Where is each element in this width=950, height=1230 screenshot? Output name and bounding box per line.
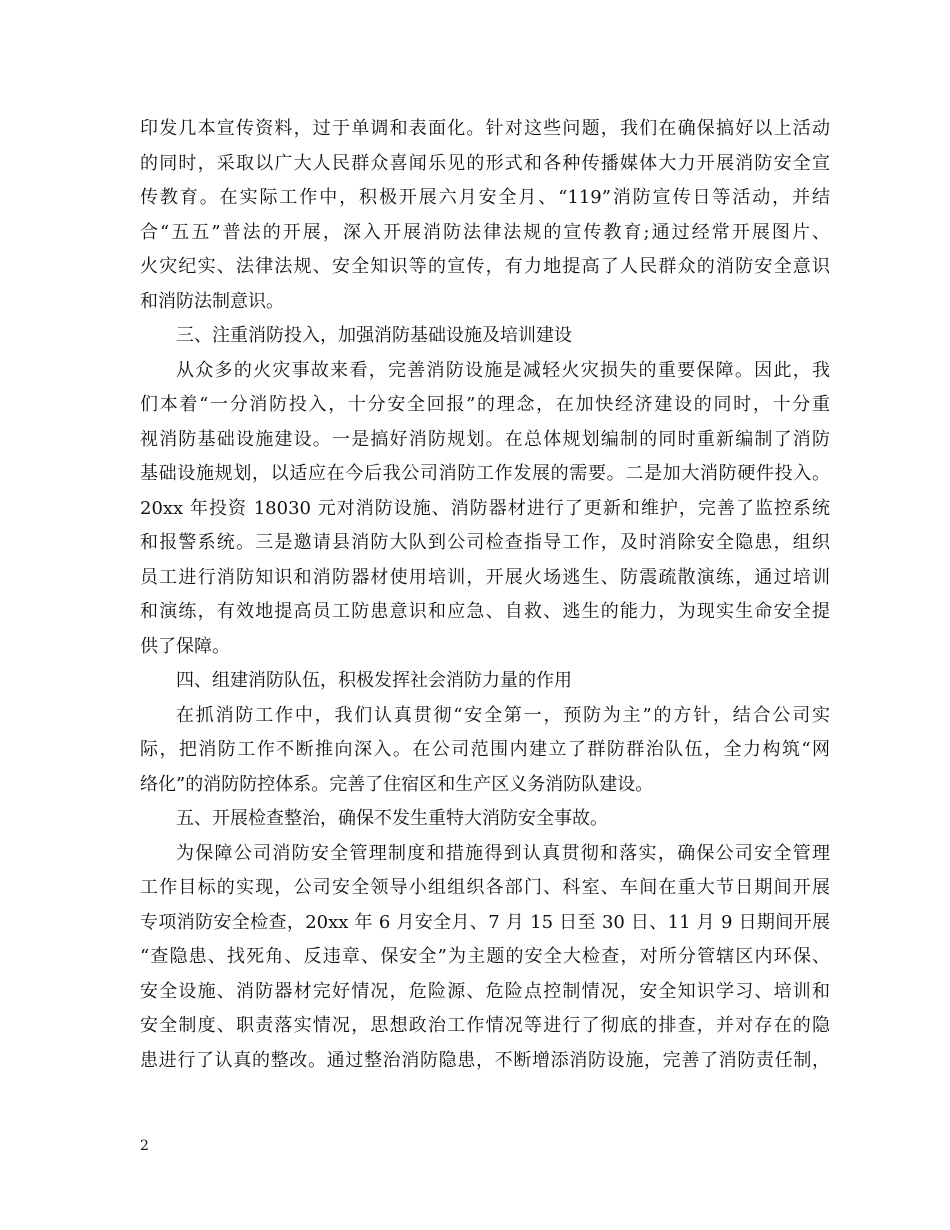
text-line: 从众多的火灾事故来看，完善消防设施是减轻火灾损失的重要保障。因此，我 [176, 359, 830, 381]
document-body [140, 112, 830, 1078]
page-number: 2 [140, 1138, 149, 1154]
text-line: 20xx 年投资 18030 元对消防设施、消防器材进行了更新和维护，完善了监控系统 [140, 497, 830, 519]
text-line: 工作目标的实现，公司安全领导小组组织各部门、科室、车间在重大节日期间开展 [140, 877, 830, 898]
text-line: 和演练，有效地提高员工防患意识和应急、自救、逃生的能力，为现实生命安全提 [140, 601, 830, 622]
text-line: 合“五五”普法的开展，深入开展消防法律法规的宣传教育;通过经常开展图片、 [140, 221, 830, 243]
text-line: 安全制度、职责落实情况，思想政治工作情况等进行了彻底的排查，并对存在的隐 [140, 1015, 830, 1036]
text-line: 传教育。在实际工作中，积极开展六月安全月、“119”消防宣传日等活动，并结 [140, 187, 830, 208]
text-line: 们本着“一分消防投入，十分安全回报”的理念，在加快经济建设的同时，十分重 [140, 394, 830, 415]
text-line: “查隐患、找死角、反违章、保安全”为主题的安全大检查，对所分管辖区内环保、 [140, 946, 830, 967]
text-line: 供了保障。 [140, 635, 230, 657]
text-line: 员工进行消防知识和消防器材使用培训，开展火场逃生、防震疏散演练，通过培训 [140, 566, 830, 588]
text-line: 为保障公司消防安全管理制度和措施得到认真贯彻和落实，确保公司安全管理 [176, 842, 830, 864]
text-line: 络化”的消防防控体系。完善了住宿区和生产区义务消防队建设。 [140, 773, 654, 795]
text-line: 安全设施、消防器材完好情况，危险源、危险点控制情况，安全知识学习、培训和 [140, 980, 830, 1002]
text-line: 和消防法制意识。 [140, 290, 284, 312]
text-line: 的同时，采取以广大人民群众喜闻乐见的形式和各种传播媒体大力开展消防安全宣 [140, 152, 830, 174]
text-line: 视消防基础设施建设。一是搞好消防规划。在总体规划编制的同时重新编制了消防 [140, 428, 830, 450]
text-line: 基础设施规划，以适应在今后我公司消防工作发展的需要。二是加大消防硬件投入。 [140, 463, 830, 484]
section-heading: 四、组建消防队伍，积极发挥社会消防力量的作用 [176, 670, 572, 691]
text-line: 和报警系统。三是邀请县消防大队到公司检查指导工作，及时消除安全隐患，组织 [140, 532, 830, 553]
text-line: 在抓消防工作中，我们认真贯彻“安全第一，预防为主”的方针，结合公司实 [176, 704, 830, 726]
text-line: 患进行了认真的整改。通过整治消防隐患，不断增添消防设施，完善了消防责任制， [140, 1049, 830, 1071]
text-line: 火灾纪实、法律法规、安全知识等的宣传，有力地提高了人民群众的消防安全意识 [140, 256, 830, 277]
text-line: 印发几本宣传资料，过于单调和表面化。针对这些问题，我们在确保搞好以上活动 [140, 118, 830, 139]
text-line: 专项消防安全检查，20xx 年 6 月安全月、7 月 15 日至 30 日、11 月 9 日期间开展 [140, 911, 830, 933]
section-heading: 五、开展检查整治，确保不发生重特大消防安全事故。 [176, 808, 608, 829]
section-heading: 三、注重消防投入，加强消防基础设施及培训建设 [176, 325, 572, 346]
text-line: 际，把消防工作不断推向深入。在公司范围内建立了群防群治队伍，全力构筑“网 [140, 739, 830, 760]
